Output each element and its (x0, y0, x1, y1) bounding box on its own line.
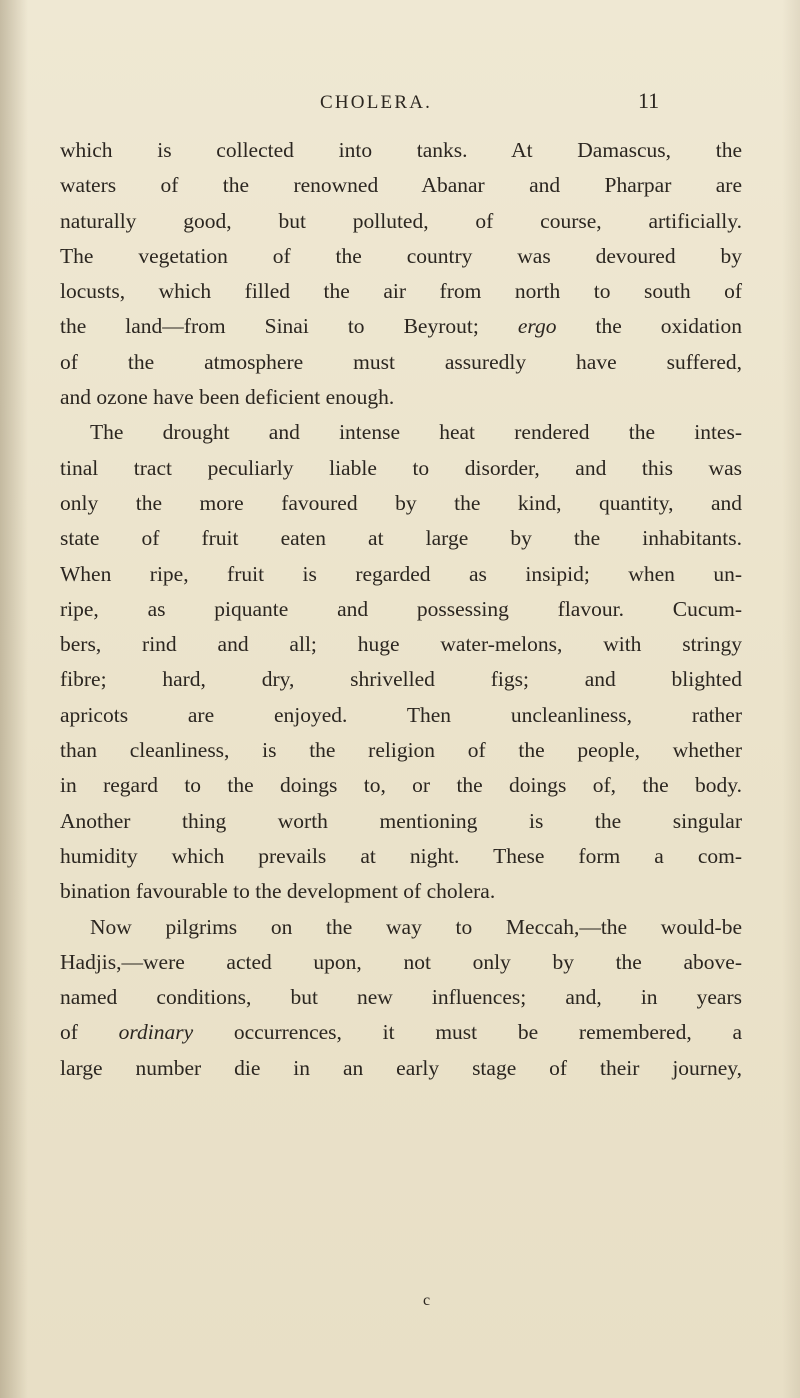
text-line: large number die in an early stage of their journey, (60, 1055, 742, 1080)
text-line: of the atmosphere must assuredly have suffered, (60, 349, 742, 374)
text-fragment: of (60, 1020, 78, 1045)
text-line: Now pilgrims on the way to Meccah,—the would-be (90, 914, 742, 939)
text-line: and ozone have been deficient enough. (60, 385, 395, 410)
text-fragment: the oxidation (595, 314, 743, 339)
text-fragment: the land—from Sinai to Beyrout; (60, 314, 479, 339)
text-line: apricots are enjoyed. Then uncleanliness, rather (60, 702, 742, 727)
running-head (0, 88, 800, 118)
text-line: Hadjis,—were acted upon, not only by the above- (60, 949, 742, 974)
text-line: ripe, as piquante and possessing flavour. Cucum- (60, 596, 742, 621)
text-line: humidity which prevails at night. These form a com- (60, 843, 742, 868)
text-line: waters of the renowned Abanar and Pharpar are (60, 173, 742, 198)
signature-mark: c (423, 1292, 431, 1309)
text-line: locusts, which filled the air from north to south of (60, 279, 742, 304)
text-line: The drought and intense heat rendered the intes- (90, 420, 742, 445)
text-line: bers, rind and all; huge water-melons, with stringy (60, 632, 742, 657)
text-line: state of fruit eaten at large by the inhabitants. (60, 526, 742, 551)
text-line: which is collected into tanks. At Damascus, the (60, 138, 742, 162)
text-line (60, 309, 742, 344)
text-line: Another thing worth mentioning is the singular (60, 808, 742, 833)
italic-word: ordinary (118, 1020, 194, 1045)
text-line: When ripe, fruit is regarded as insipid; when un- (60, 561, 742, 586)
text-line: naturally good, but polluted, of course, artificially. (60, 208, 742, 233)
text-fragment: occurrences, it must be remembered, a (233, 1020, 743, 1045)
running-title: CHOLERA. (320, 92, 433, 113)
text-line: fibre; hard, dry, shrivelled figs; and blighted (60, 667, 742, 692)
text-line: in regard to the doings to, or the doings of, the body. (60, 773, 742, 798)
text-line: tinal tract peculiarly liable to disorder, and this was (60, 455, 742, 480)
text-line: bination favourable to the development of cholera. (60, 879, 496, 904)
italic-word: ergo (517, 314, 557, 339)
body-text (60, 133, 742, 1086)
text-line: The vegetation of the country was devoured by (60, 243, 742, 268)
page-number: 11 (638, 88, 660, 113)
text-line (60, 1015, 742, 1050)
text-line: only the more favoured by the kind, quantity, and (60, 490, 742, 515)
text-line: than cleanliness, is the religion of the people, whether (60, 738, 742, 763)
text-line: named conditions, but new influences; and, in years (60, 985, 742, 1010)
